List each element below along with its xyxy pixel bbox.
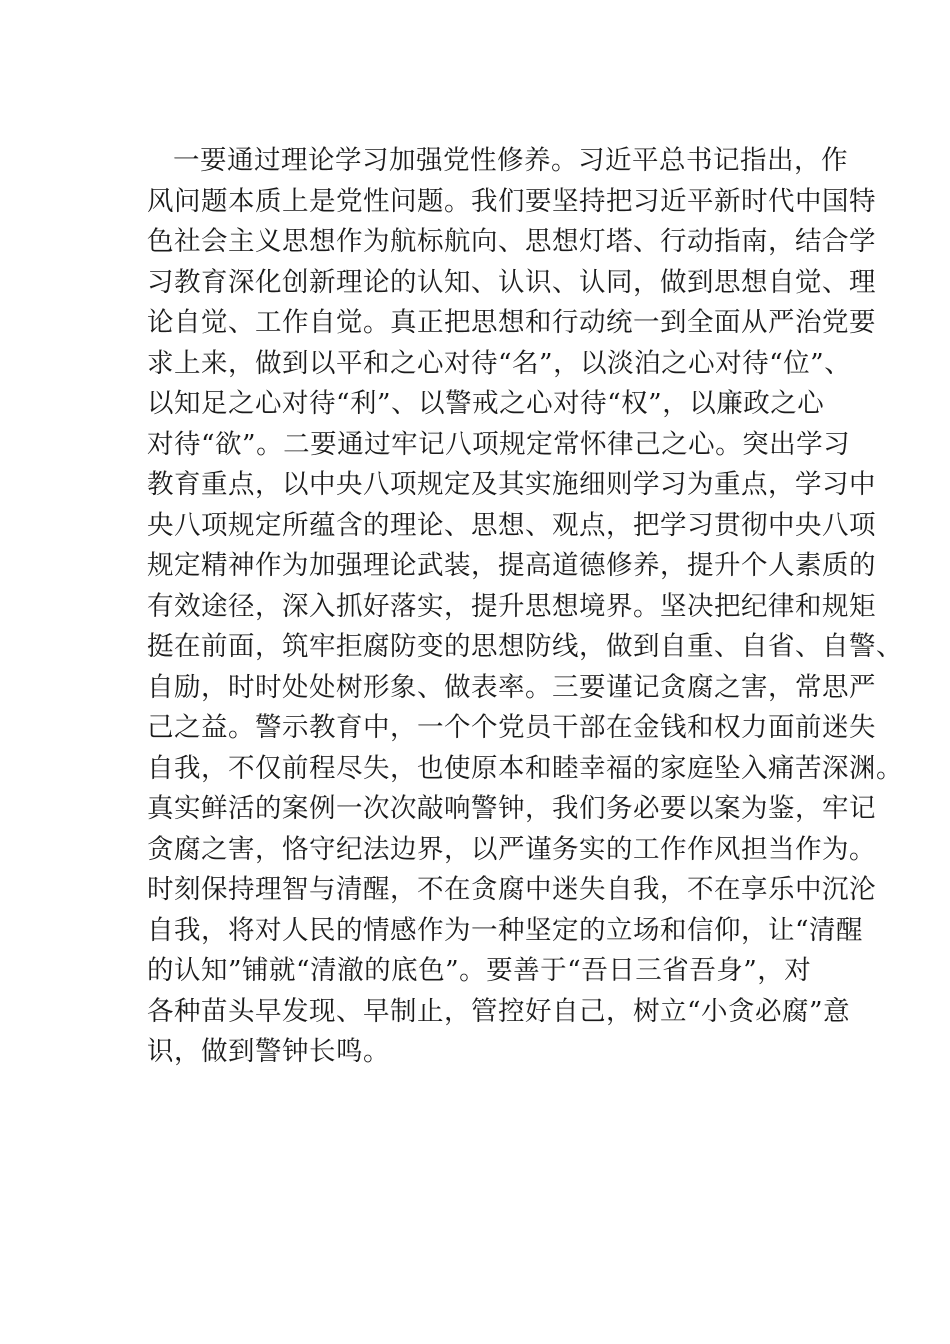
paragraph-line: 自励，时时处处树形象、做表率。三要谨记贪腐之害，常思严 — [147, 671, 876, 703]
paragraph-line: 挺在前面，筑牢拒腐防变的思想防线，做到自重、自省、自警、 — [147, 631, 903, 662]
paragraph-line: 习教育深化创新理论的认知、认识、认同，做到思想自觉、理 — [147, 266, 876, 298]
paragraph-line: 一要通过理论学习加强党性修养。习近平总书记指出，作 — [173, 145, 848, 176]
paragraph-line: 求上来，做到以平和之心对待“名”，以淡泊之心对待“位”、 — [147, 347, 852, 379]
paragraph-line: 各种苗头早发现、早制止，管控好自己，树立“小贪必腐”意 — [147, 995, 851, 1027]
paragraph-line: 识，做到警钟长鸣。 — [147, 1036, 390, 1067]
paragraph-line: 风问题本质上是党性问题。我们要坚持把习近平新时代中国特 — [147, 185, 876, 217]
paragraph-line: 有效途径，深入抓好落实，提升思想境界。坚决把纪律和规矩 — [147, 590, 876, 622]
paragraph-line: 论自觉、工作自觉。真正把思想和行动统一到全面从严治党要 — [147, 307, 876, 338]
paragraph-line: 真实鲜活的案例一次次敲响警钟，我们务必要以案为鉴，牢记 — [147, 793, 876, 824]
paragraph-line: 自我，不仅前程尽失，也使原本和睦幸福的家庭坠入痛苦深渊。 — [147, 752, 903, 784]
paragraph-line: 的认知”铺就“清澈的底色”。要善于“吾日三省吾身”，对 — [147, 955, 812, 986]
paragraph-line: 教育重点，以中央八项规定及其实施细则学习为重点，学习中 — [147, 469, 876, 500]
paragraph-line: 己之益。警示教育中，一个个党员干部在金钱和权力面前迷失 — [147, 712, 876, 743]
paragraph-line: 规定精神作为加强理论武装，提高道德修养，提升个人素质的 — [147, 550, 876, 581]
body-paragraph — [147, 141, 903, 1073]
paragraph-line: 以知足之心对待“利”、以警戒之心对待“权”，以廉政之心 — [147, 388, 825, 419]
paragraph-line: 对待“欲”。二要通过牢记八项规定常怀律己之心。突出学习 — [147, 428, 851, 460]
paragraph-line: 色社会主义思想作为航标航向、思想灯塔、行动指南，结合学 — [147, 226, 876, 257]
paragraph-line: 央八项规定所蕴含的理论、思想、观点，把学习贯彻中央八项 — [147, 509, 876, 541]
paragraph-line: 自我，将对人民的情感作为一种坚定的立场和信仰，让“清醒 — [147, 914, 864, 946]
paragraph-line: 时刻保持理智与清醒，不在贪腐中迷失自我，不在享乐中沉沦 — [147, 874, 876, 905]
paragraph-line: 贪腐之害，恪守纪法边界，以严谨务实的工作作风担当作为。 — [147, 833, 876, 865]
